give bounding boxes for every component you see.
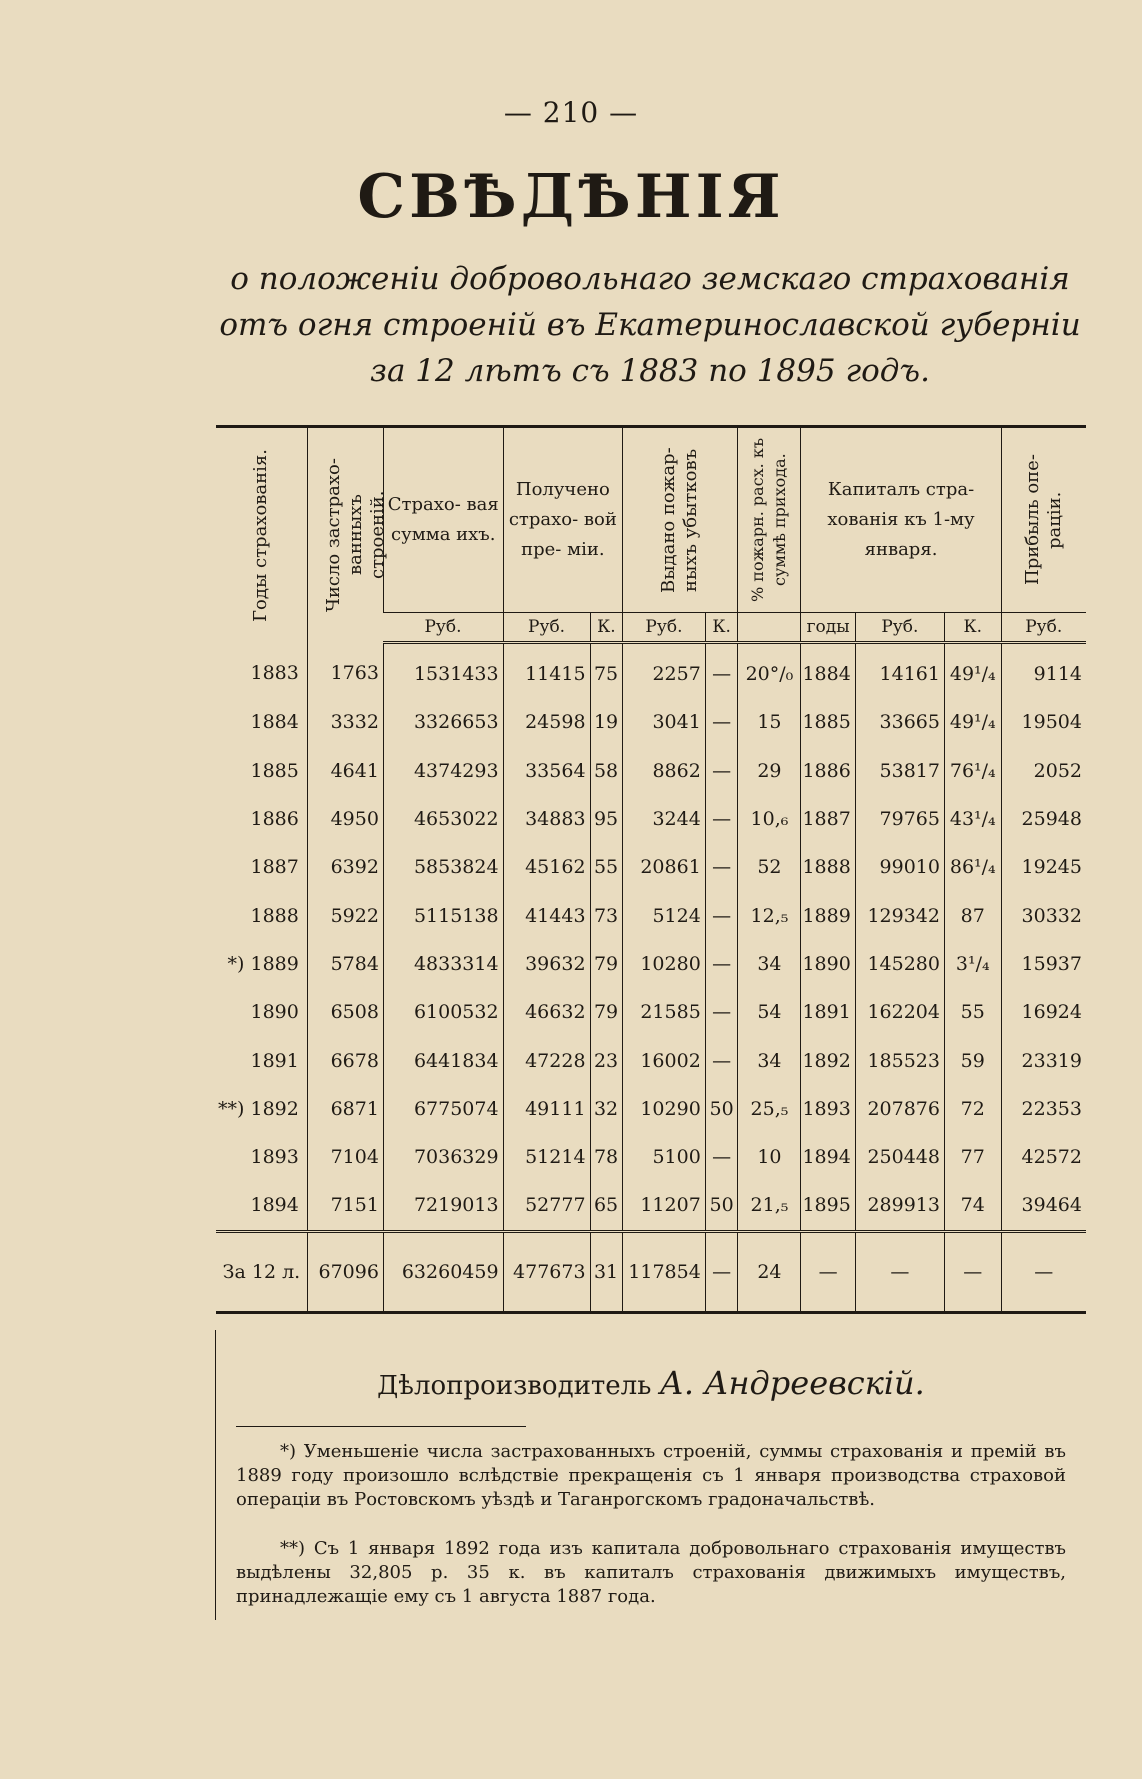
cell-premium-rub: 45162 xyxy=(503,843,590,891)
cell-premium-rub: 34883 xyxy=(503,795,590,843)
cell-capital-year: 1890 xyxy=(801,940,855,988)
cell-losses-rub: 20861 xyxy=(623,843,706,891)
cell-premium-kop: 31 xyxy=(590,1231,623,1312)
cell-buildings: 7104 xyxy=(307,1133,383,1181)
cell-year: За 12 л. xyxy=(216,1231,307,1312)
cell-percent: 21,₅ xyxy=(738,1181,801,1231)
cell-percent: 15 xyxy=(738,698,801,746)
cell-premium-kop: 79 xyxy=(590,988,623,1036)
cell-buildings: 4641 xyxy=(307,747,383,795)
cell-premium-kop: 55 xyxy=(590,843,623,891)
insurance-table xyxy=(216,425,1086,1314)
header-profit: Прибыль опе- раціи. xyxy=(1001,427,1086,613)
cell-premium-rub: 49111 xyxy=(503,1085,590,1133)
header-years: Годы страхованія. xyxy=(216,427,307,643)
cell-sum: 4374293 xyxy=(383,747,503,795)
cell-year: 1893 xyxy=(250,1146,299,1169)
cell-buildings: 5784 xyxy=(307,940,383,988)
cell-profit: 19504 xyxy=(1001,698,1086,746)
cell-premium-kop: 32 xyxy=(590,1085,623,1133)
cell-capital-kop: 76¹/₄ xyxy=(944,747,1001,795)
cell-capital-kop: 77 xyxy=(944,1133,1001,1181)
cell-year: 1894 xyxy=(250,1194,299,1217)
header-sum: Страхо- вая сумма ихъ. xyxy=(383,427,503,613)
cell-capital-year: — xyxy=(801,1231,855,1312)
cell-year: 1886 xyxy=(250,808,299,831)
cell-buildings: 7151 xyxy=(307,1181,383,1231)
cell-losses-kop: — xyxy=(705,643,738,699)
table-row xyxy=(216,698,1086,746)
insurance-table-wrap xyxy=(216,425,1086,1314)
cell-losses-rub: 5100 xyxy=(623,1133,706,1181)
header-premium: Получено страхо- вой пре- міи. xyxy=(503,427,623,613)
cell-premium-kop: 79 xyxy=(590,940,623,988)
cell-losses-rub: 3041 xyxy=(623,698,706,746)
cell-premium-kop: 95 xyxy=(590,795,623,843)
cell-losses-kop: — xyxy=(705,843,738,891)
cell-premium-kop: 78 xyxy=(590,1133,623,1181)
cell-capital-kop: 55 xyxy=(944,988,1001,1036)
cell-year: 1890 xyxy=(250,1001,299,1024)
cell-capital-kop: 59 xyxy=(944,1036,1001,1084)
unit-profit: Руб. xyxy=(1001,613,1086,643)
cell-premium-rub: 46632 xyxy=(503,988,590,1036)
cell-capital-rub: 129342 xyxy=(855,891,944,939)
cell-capital-year: 1885 xyxy=(801,698,855,746)
cell-year: 1888 xyxy=(250,904,299,927)
cell-losses-rub: 117854 xyxy=(623,1231,706,1312)
cell-year: 1887 xyxy=(250,856,299,879)
cell-year: 1884 xyxy=(250,711,299,734)
cell-premium-kop: 75 xyxy=(590,643,623,699)
page-subtitle: о положеніи добровольнаго земскаго страхованія отъ огня строеній въ Екатеринославской губерніи за 12 лѣтъ съ 1883 по 1895 годъ. xyxy=(219,261,1081,389)
cell-capital-kop: 74 xyxy=(944,1181,1001,1231)
cell-percent: 34 xyxy=(738,1036,801,1084)
table-row xyxy=(216,1036,1086,1084)
unit-premium-kop: К. xyxy=(590,613,623,643)
cell-sum: 6441834 xyxy=(383,1036,503,1084)
unit-capital-kop: К. xyxy=(944,613,1001,643)
cell-premium-rub: 51214 xyxy=(503,1133,590,1181)
footnote-1: *) Уменьшеніе числа застрахованныхъ строеній, суммы страхованія и премій въ 1889 году произошло вслѣдствіе прекращенія съ 1 января производства страховой операціи въ Ростовскомъ уѣздѣ и Таганрогскомъ градоначальствѣ. xyxy=(236,1441,1066,1510)
table-row xyxy=(216,1085,1086,1133)
cell-premium-rub: 47228 xyxy=(503,1036,590,1084)
cell-capital-rub: 79765 xyxy=(855,795,944,843)
cell-capital-rub: 162204 xyxy=(855,988,944,1036)
cell-capital-rub: 145280 xyxy=(855,940,944,988)
signature-role: Дѣлопроизводитель xyxy=(377,1371,652,1401)
cell-capital-kop: 49¹/₄ xyxy=(944,643,1001,699)
cell-sum: 3326653 xyxy=(383,698,503,746)
table-total-row xyxy=(216,1231,1086,1312)
cell-premium-kop: 23 xyxy=(590,1036,623,1084)
cell-capital-kop: 3¹/₄ xyxy=(944,940,1001,988)
footnote-rule xyxy=(236,1426,526,1427)
cell-sum: 63260459 xyxy=(383,1231,503,1312)
header-losses: Выдано пожар- ныхъ убытковъ xyxy=(623,427,738,613)
unit-capital-rub: Руб. xyxy=(855,613,944,643)
cell-capital-rub: 289913 xyxy=(855,1181,944,1231)
cell-profit: 15937 xyxy=(1001,940,1086,988)
cell-premium-rub: 477673 xyxy=(503,1231,590,1312)
cell-capital-kop: 72 xyxy=(944,1085,1001,1133)
cell-sum: 6100532 xyxy=(383,988,503,1036)
cell-premium-rub: 24598 xyxy=(503,698,590,746)
cell-sum: 5115138 xyxy=(383,891,503,939)
table-row xyxy=(216,643,1086,699)
cell-losses-kop: 50 xyxy=(705,1181,738,1231)
cell-buildings: 3332 xyxy=(307,698,383,746)
cell-losses-kop: — xyxy=(705,795,738,843)
cell-profit: 23319 xyxy=(1001,1036,1086,1084)
cell-capital-year: 1889 xyxy=(801,891,855,939)
table-row xyxy=(216,988,1086,1036)
cell-profit: 42572 xyxy=(1001,1133,1086,1181)
cell-capital-rub: 14161 xyxy=(855,643,944,699)
cell-percent: 10,₆ xyxy=(738,795,801,843)
cell-premium-kop: 73 xyxy=(590,891,623,939)
cell-losses-kop: — xyxy=(705,747,738,795)
cell-premium-kop: 19 xyxy=(590,698,623,746)
cell-losses-rub: 5124 xyxy=(623,891,706,939)
cell-capital-year: 1884 xyxy=(801,643,855,699)
cell-capital-year: 1887 xyxy=(801,795,855,843)
table-row xyxy=(216,891,1086,939)
cell-capital-kop: 49¹/₄ xyxy=(944,698,1001,746)
cell-buildings: 6678 xyxy=(307,1036,383,1084)
cell-profit: 2052 xyxy=(1001,747,1086,795)
cell-percent: 10 xyxy=(738,1133,801,1181)
cell-percent: 12,₅ xyxy=(738,891,801,939)
cell-capital-year: 1894 xyxy=(801,1133,855,1181)
cell-losses-rub: 10280 xyxy=(623,940,706,988)
page-title: СВѢДѢНІЯ xyxy=(357,162,785,232)
cell-losses-kop: 50 xyxy=(705,1085,738,1133)
footnote-2: **) Съ 1 января 1892 года изъ капитала добровольнаго страхованія имуществъ выдѣлены 32,805 р. 35 к. въ капиталъ страхованія движимыхъ имуществъ, принадлежащіе ему съ 1 августа 1887 года. xyxy=(236,1538,1066,1607)
cell-capital-year: 1891 xyxy=(801,988,855,1036)
signature-name: А. Андреевскій. xyxy=(659,1364,925,1402)
cell-losses-kop: — xyxy=(705,1231,738,1312)
unit-losses-kop: К. xyxy=(705,613,738,643)
cell-losses-kop: — xyxy=(705,1133,738,1181)
header-buildings: Число застрахо- ванныхъ строеній. xyxy=(307,427,383,643)
cell-capital-year: 1895 xyxy=(801,1181,855,1231)
cell-profit: — xyxy=(1001,1231,1086,1312)
cell-profit: 19245 xyxy=(1001,843,1086,891)
cell-year: 1883 xyxy=(250,662,299,685)
cell-capital-rub: — xyxy=(855,1231,944,1312)
cell-buildings: 1763 xyxy=(307,643,383,699)
cell-year: *) 1889 xyxy=(227,952,299,975)
table-row xyxy=(216,1181,1086,1231)
header-percent: % пожарн. расх. къ суммѣ прихода. xyxy=(738,427,801,613)
cell-premium-rub: 41443 xyxy=(503,891,590,939)
cell-capital-rub: 207876 xyxy=(855,1085,944,1133)
cell-losses-kop: — xyxy=(705,940,738,988)
cell-profit: 9114 xyxy=(1001,643,1086,699)
page-number: — 210 — xyxy=(503,96,639,129)
cell-profit: 22353 xyxy=(1001,1085,1086,1133)
cell-losses-kop: — xyxy=(705,1036,738,1084)
table-row xyxy=(216,1133,1086,1181)
table-row xyxy=(216,940,1086,988)
cell-premium-kop: 58 xyxy=(590,747,623,795)
cell-losses-rub: 8862 xyxy=(623,747,706,795)
cell-buildings: 5922 xyxy=(307,891,383,939)
cell-buildings: 6508 xyxy=(307,988,383,1036)
cell-capital-year: 1893 xyxy=(801,1085,855,1133)
cell-sum: 1531433 xyxy=(383,643,503,699)
cell-losses-rub: 11207 xyxy=(623,1181,706,1231)
cell-percent: 25,₅ xyxy=(738,1085,801,1133)
cell-losses-rub: 3244 xyxy=(623,795,706,843)
cell-profit: 39464 xyxy=(1001,1181,1086,1231)
cell-capital-kop: 43¹/₄ xyxy=(944,795,1001,843)
cell-premium-kop: 65 xyxy=(590,1181,623,1231)
cell-capital-year: 1886 xyxy=(801,747,855,795)
cell-percent: 34 xyxy=(738,940,801,988)
cell-sum: 7036329 xyxy=(383,1133,503,1181)
cell-percent: 24 xyxy=(738,1231,801,1312)
cell-capital-kop: 87 xyxy=(944,891,1001,939)
unit-capital-years: годы xyxy=(801,613,855,643)
cell-sum: 6775074 xyxy=(383,1085,503,1133)
cell-capital-rub: 53817 xyxy=(855,747,944,795)
cell-losses-kop: — xyxy=(705,698,738,746)
cell-losses-rub: 16002 xyxy=(623,1036,706,1084)
cell-capital-rub: 185523 xyxy=(855,1036,944,1084)
cell-premium-rub: 52777 xyxy=(503,1181,590,1231)
cell-capital-year: 1888 xyxy=(801,843,855,891)
table-row xyxy=(216,843,1086,891)
cell-capital-kop: 86¹/₄ xyxy=(944,843,1001,891)
cell-percent: 52 xyxy=(738,843,801,891)
cell-profit: 25948 xyxy=(1001,795,1086,843)
cell-profit: 30332 xyxy=(1001,891,1086,939)
cell-capital-kop: — xyxy=(944,1231,1001,1312)
cell-premium-rub: 39632 xyxy=(503,940,590,988)
unit-sum: Руб. xyxy=(383,613,503,643)
cell-year: **) 1892 xyxy=(218,1097,299,1120)
cell-sum: 4833314 xyxy=(383,940,503,988)
cell-capital-year: 1892 xyxy=(801,1036,855,1084)
cell-year: 1891 xyxy=(250,1049,299,1072)
cell-sum: 7219013 xyxy=(383,1181,503,1231)
cell-capital-rub: 99010 xyxy=(855,843,944,891)
cell-losses-kop: — xyxy=(705,988,738,1036)
cell-percent: 29 xyxy=(738,747,801,795)
cell-premium-rub: 33564 xyxy=(503,747,590,795)
cell-percent: 20°/₀ xyxy=(738,643,801,699)
cell-capital-rub: 33665 xyxy=(855,698,944,746)
cell-buildings: 6871 xyxy=(307,1085,383,1133)
cell-buildings: 67096 xyxy=(307,1231,383,1312)
cell-percent: 54 xyxy=(738,988,801,1036)
header-capital: Капиталъ стра- хованія къ 1-му января. xyxy=(801,427,1001,613)
table-row xyxy=(216,795,1086,843)
cell-losses-rub: 2257 xyxy=(623,643,706,699)
unit-losses-rub: Руб. xyxy=(623,613,706,643)
cell-sum: 4653022 xyxy=(383,795,503,843)
cell-buildings: 4950 xyxy=(307,795,383,843)
cell-buildings: 6392 xyxy=(307,843,383,891)
unit-premium-rub: Руб. xyxy=(503,613,590,643)
unit-percent xyxy=(738,613,801,643)
cell-losses-rub: 21585 xyxy=(623,988,706,1036)
cell-sum: 5853824 xyxy=(383,843,503,891)
cell-premium-rub: 11415 xyxy=(503,643,590,699)
cell-capital-rub: 250448 xyxy=(855,1133,944,1181)
signature xyxy=(216,1364,1086,1402)
table-row xyxy=(216,747,1086,795)
cell-profit: 16924 xyxy=(1001,988,1086,1036)
cell-losses-kop: — xyxy=(705,891,738,939)
cell-year: 1885 xyxy=(250,759,299,782)
cell-losses-rub: 10290 xyxy=(623,1085,706,1133)
